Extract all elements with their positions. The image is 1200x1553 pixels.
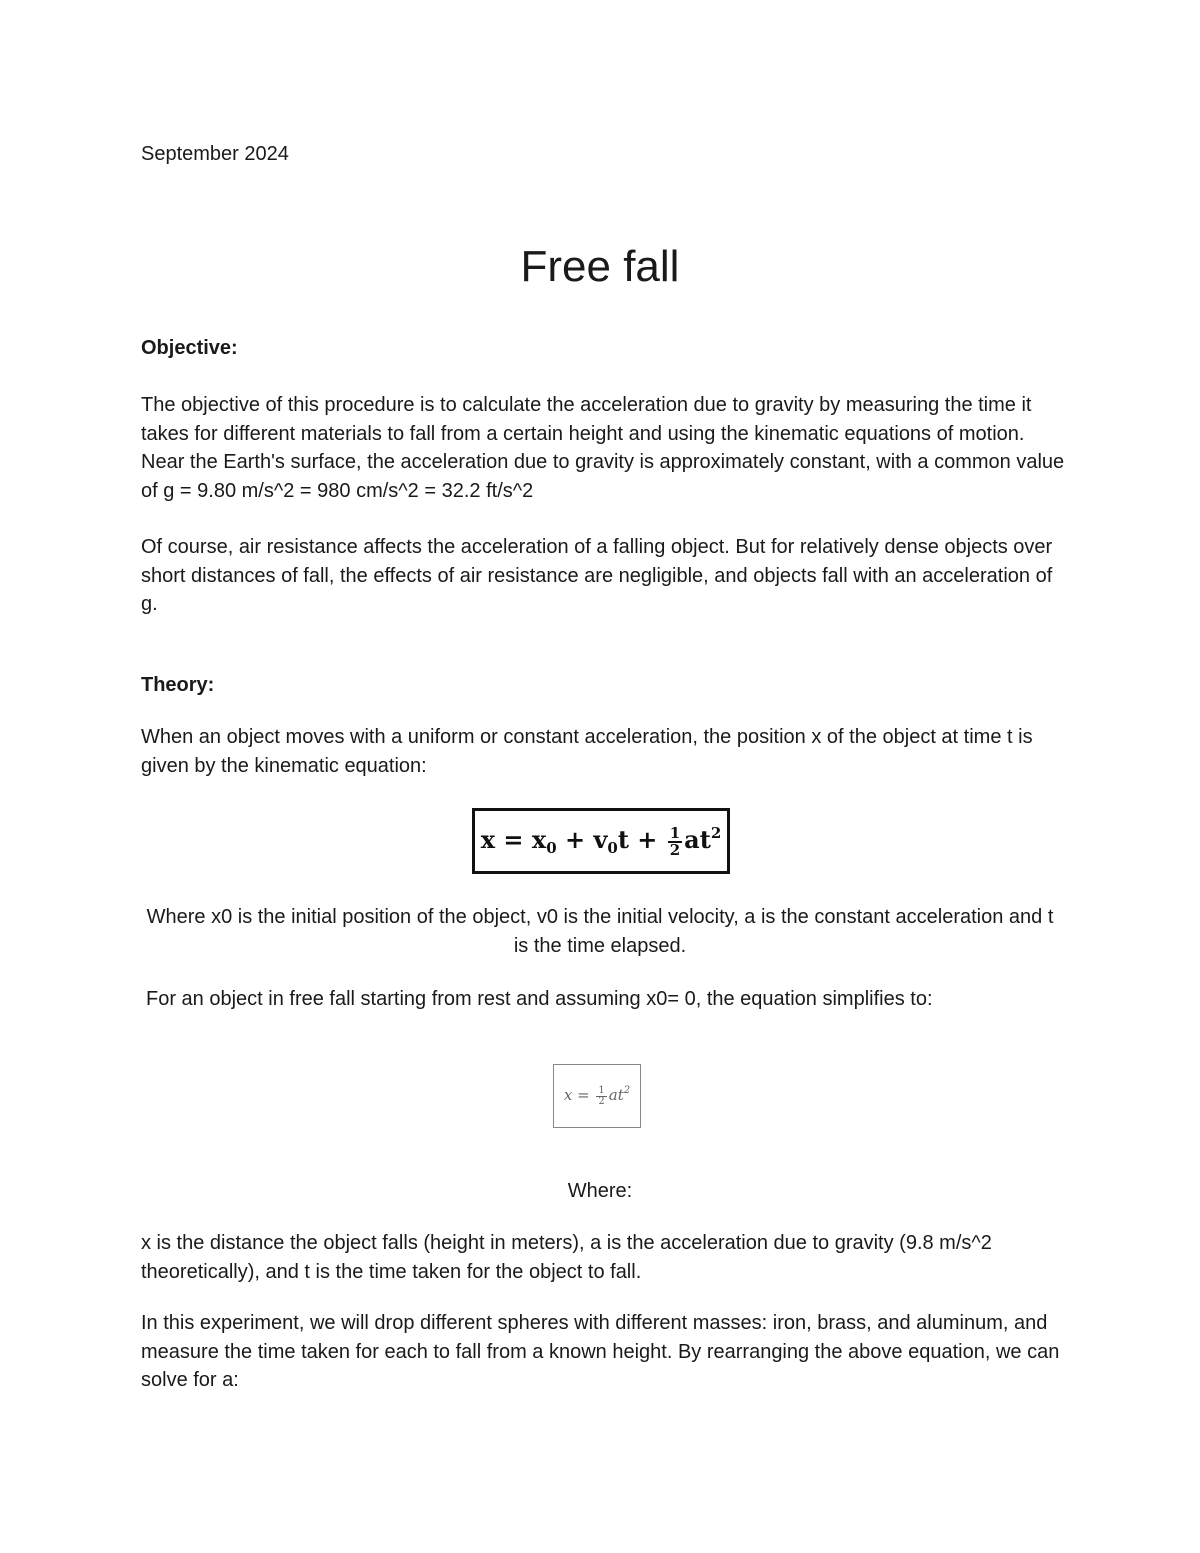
page-title: Free fall xyxy=(520,242,680,291)
experiment-description: In this experiment, we will drop different spheres with different masses: iron, brass, and aluminum, and measure the time taken for each to fall from a known height. By rearranging the above equation, we can solve for a: xyxy=(141,1312,1060,1391)
where-label: Where: xyxy=(567,1180,633,1202)
objective-paragraph-1: The objective of this procedure is to calculate the acceleration due to gravity by measuring the time it takes for different materials to fall from a certain height and using the kinematic equations of motion. Near the Earth's surface, the acceleration due to gravity is approximately constant, with a common value of g = 9.80 m/s^2 = 980 cm/s^2 = 32.2 ft/s^2 xyxy=(141,394,1065,502)
simplified-equation-box xyxy=(553,1064,641,1128)
fraction-one-half: $\frac{1}{2}$ xyxy=(669,823,681,859)
simplified-equation: x = $\frac{1}{2}$ $at^2$ xyxy=(563,1084,631,1107)
theory-paragraph-1: When an object moves with a uniform or constant acceleration, the position x of the object at time t is given by the kinematic equation: xyxy=(141,726,1033,777)
theory-heading: Theory: xyxy=(141,674,215,696)
document-date: September 2024 xyxy=(141,143,289,165)
objective-heading: Objective: xyxy=(141,337,238,359)
x-definition: x is the distance the object falls (height in meters), a is the acceleration due to gravity (9.8 m/s^2 theoretically), and t is the time taken for the object to fall. xyxy=(141,1232,992,1283)
kinematic-equation-box xyxy=(472,808,730,874)
fraction-one-half-small: $\frac{1}{2}$ xyxy=(598,1084,605,1107)
kinematic-equation: $x = x_0 + v_0t$ + $\frac{1}{2}$ $at^2$ xyxy=(480,823,722,859)
objective-paragraph-2: Of course, air resistance affects the acceleration of a falling object. But for relatively dense objects over short distances of fall, the effects of air resistance are negligible, and objects fall with an acceleration of g. xyxy=(141,536,1053,615)
simplify-statement: For an object in free fall starting from rest and assuming x0= 0, the equation simplifies to: xyxy=(146,988,933,1010)
variables-description: Where x0 is the initial position of the object, v0 is the initial velocity, a is the constant acceleration and t is the time elapsed. xyxy=(146,906,1054,957)
